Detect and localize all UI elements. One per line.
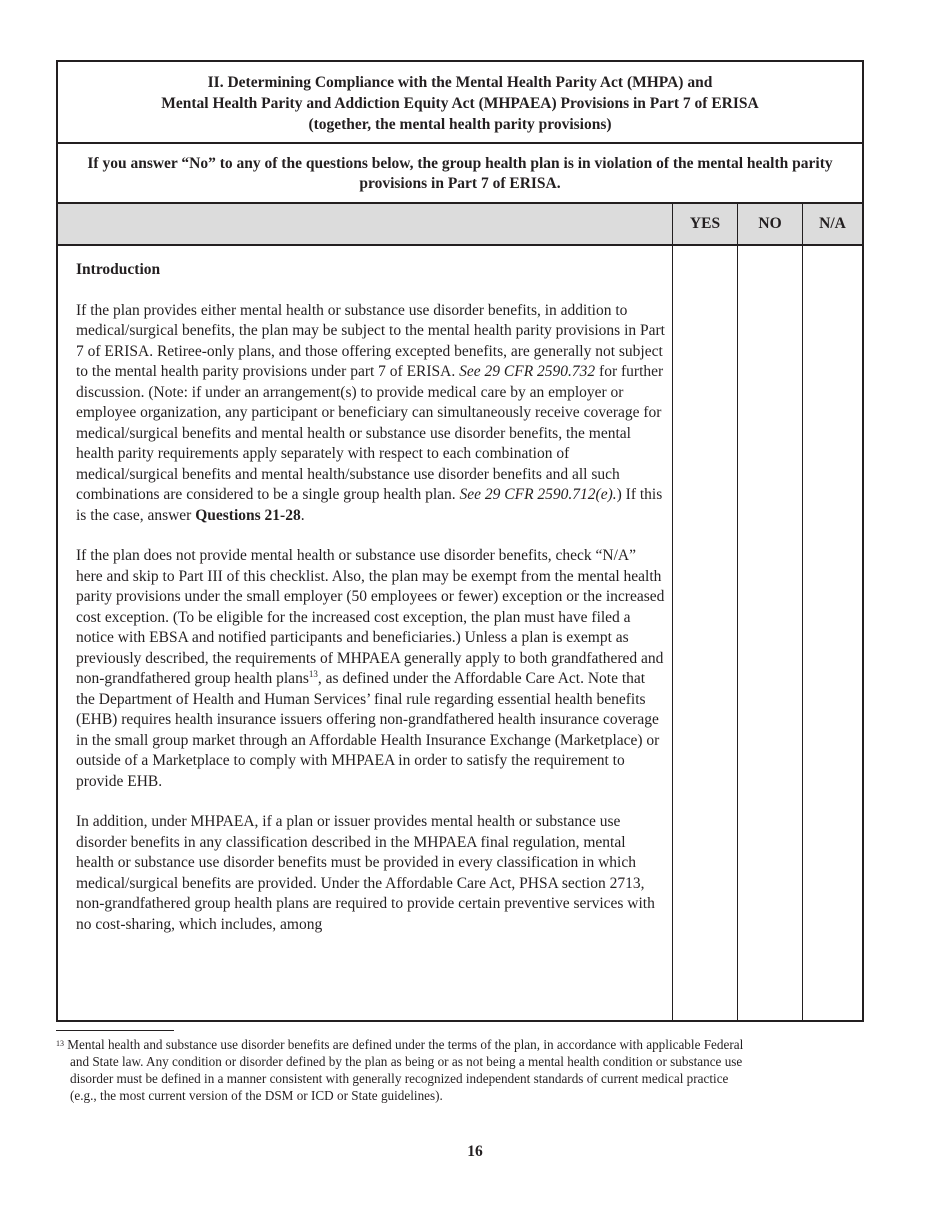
section-title bbox=[58, 62, 862, 144]
footnote-reference: 13 bbox=[308, 668, 318, 679]
na-column-divider bbox=[802, 246, 803, 1020]
intro-paragraph-3: In addition, under MHPAEA, if a plan or issuer provides mental health or substance use disorder benefits in any classification described in the MHPAEA final regulation, mental health or substance use disorder benefits must be provided in every classification in which medical/surgical benefits are provided. Under the Affordable Care Act, PHSA section 2713, non-grandfathered group health plans are required to provide certain preventive services with no cost-sharing, which includes, among bbox=[76, 813, 655, 933]
page-number: 16 bbox=[467, 1143, 483, 1160]
introduction-text bbox=[76, 260, 666, 955]
title-line-1: II. Determining Compliance with the Mental Health Parity Act (MHPA) and bbox=[207, 74, 713, 91]
footnote-text: Mental health and substance use disorder benefits are defined under the terms of the plan, in accordance with applicable Federal and State law. Any condition or disorder defined by the plan as being or as not being a mental health condition or substance use disorder must be defined in a manner consistent with generally recognized independent standards of current medical practice (e.g., the most current version of the DSM or ICD or State guidelines). bbox=[67, 1037, 744, 1103]
footnote bbox=[56, 1036, 756, 1104]
column-yes: YES bbox=[672, 204, 737, 244]
intro-paragraph-1: If the plan provides either mental health or substance use disorder benefits, in addition to medical/surgical benefits, the plan may be subject to the mental health parity provisions in Part 7 of ERISA. Retiree-only plans, and those offering excepted benefits, are generally not subject to the mental health parity provisions under part 7 of ERISA. See 29 CFR 2590.732 for further discussion. (Note: if under an arrangement(s) to provide medical care by an employer or employee organization, any participant or beneficiary can simultaneously receive coverage for medical/surgical benefits and mental health or substance use disorder benefits, the mental health parity requirements apply separately with respect to each combination of medical/surgical benefits and mental health/substance use disorder benefits and all such combinations are considered to be a single group health plan. See 29 CFR 2590.712(e).) If this is the case, answer Questions 21-28. bbox=[76, 301, 665, 524]
questions-reference: Questions 21-28 bbox=[195, 506, 301, 524]
cfr-citation-712e: See 29 CFR 2590.712(e). bbox=[459, 486, 617, 503]
footnote-number: 13 bbox=[56, 1039, 64, 1048]
column-header-row bbox=[58, 204, 862, 246]
no-column-divider bbox=[737, 246, 738, 1020]
checklist-table bbox=[56, 60, 864, 1022]
title-line-2: Mental Health Parity and Addiction Equity Act (MHPAEA) Provisions in Part 7 of ERISA bbox=[161, 95, 759, 112]
yes-column-divider bbox=[672, 246, 673, 1020]
column-no: NO bbox=[737, 204, 802, 244]
intro-paragraph-2: If the plan does not provide mental health or substance use disorder benefits, check “N/A” here and skip to Part III of this checklist. Also, the plan may be exempt from the mental health parity provisions under the small employer (50 employees or fewer) exception or the increased cost exception. (To be eligible for the increased cost exception, the plan must have filed a notice with EBSA and notified participants and beneficiaries.) Unless a plan is exempt as previously described, the requirements of MHPAEA generally apply to both grandfathered and non-grandfathered group health plans$^{13}$, as defined under the Affordable Care Act. Note that the Department of Health and Human Services’ final rule regarding essential health benefits (EHB) requires health insurance issuers offering non-grandfathered health insurance coverage in the small group market through an Affordable Health Insurance Exchange (Marketplace) or outside of a Marketplace to comply with MHPAEA in order to satisfy the requirement to provide EHB. bbox=[76, 547, 665, 790]
footnote-divider bbox=[56, 1030, 174, 1031]
violation-warning: If you answer “No” to any of the questions below, the group health plan is in violation of the mental health parity provisions in Part 7 of ERISA. bbox=[58, 144, 862, 204]
introduction-heading: Introduction bbox=[76, 261, 161, 278]
title-line-3: (together, the mental health parity provisions) bbox=[308, 116, 612, 133]
column-na: N/A bbox=[802, 204, 862, 244]
cfr-citation-732: See 29 CFR 2590.732 bbox=[459, 363, 596, 380]
